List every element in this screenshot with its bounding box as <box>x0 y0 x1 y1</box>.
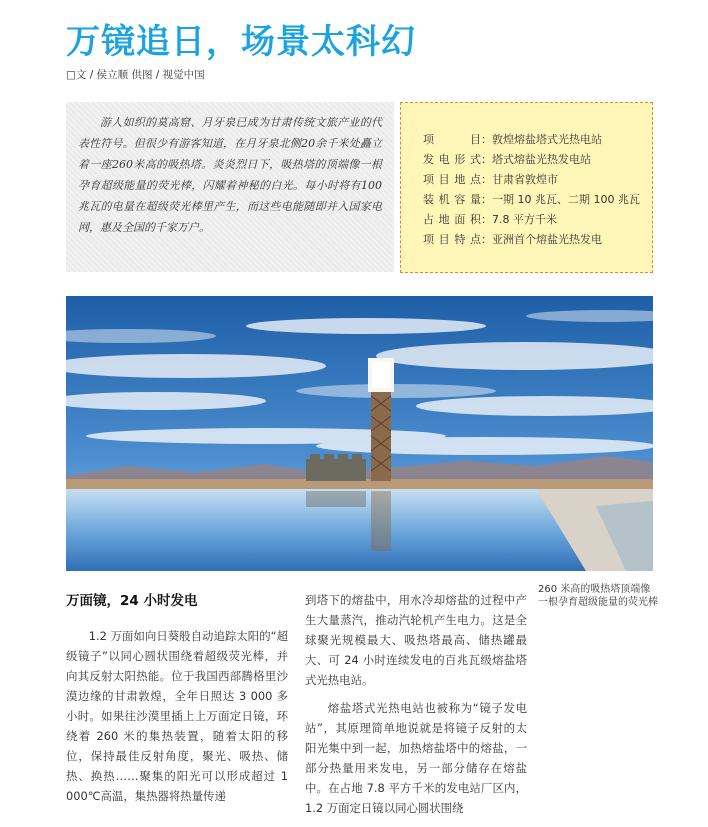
info-label: 项目 <box>423 133 481 146</box>
body-paragraph: 熔盐塔式光热电站也被称为“镜子发电站”，其原理简单地说就是将镜子反射的太阳光集中到一起，加热熔盐塔中的熔盐，一部分热量用来发电，另一部分储存在熔盐中。在占地 7.8 平方千米的发电站厂区内，1.2 万面定日镜以同心圆状围绕 <box>305 701 527 815</box>
section-heading: 万面镜，24 小时发电 <box>66 593 198 609</box>
info-value: 亚洲首个熔盐光热发电 <box>492 233 602 246</box>
info-row-capacity: 装机容量：一期 10 兆瓦、二期 100 兆瓦 <box>423 190 652 210</box>
info-value: 一期 10 兆瓦、二期 100 兆瓦 <box>492 193 640 206</box>
info-value: 敦煌熔盐塔式光热电站 <box>492 133 602 146</box>
info-row-area: 占地面积：7.8 平方千米 <box>423 210 652 230</box>
info-row-location: 项目地点：甘肃省敦煌市 <box>423 170 652 190</box>
solar-tower-photo <box>66 296 653 571</box>
body-column-right <box>305 590 527 818</box>
info-label: 装机容量 <box>423 193 481 206</box>
info-label: 项目地点 <box>423 173 481 186</box>
photo-caption: 260 米高的吸热塔顶端像一根孕育超级能量的荧光棒 <box>538 584 658 608</box>
info-row-generation-type: 发电形式：塔式熔盐光热发电站 <box>423 150 652 170</box>
byline: □文 / 侯立顺 供图 / 视觉中国 <box>66 69 205 81</box>
body-paragraph: 1.2 万面如向日葵般自动追踪太阳的“超级镜子”以同心圆状围绕着超级荧光棒，并向其反射太阳热能。位于我国西部腾格里沙漠边缘的甘肃敦煌，全年日照达 3 000 多小时。如果往沙漠里插上上万面定日镜，环绕着 260 米的集热装置，随着太阳的移位，保持最佳反射角度，聚光、吸热、储热、换热……聚集的阳光可以形成超过 1 000℃高温，集热器将热量传递 <box>66 629 288 803</box>
info-value: 甘肃省敦煌市 <box>492 173 558 186</box>
body-paragraph-continued: 到塔下的熔盐中，用水冷却熔盐的过程中产生大量蒸汽，推动汽轮机产生电力。这是全球聚光规模最大、吸热塔最高、储热罐最大、可 24 小时连续发电的百兆瓦级熔盐塔式光热电站。 <box>305 593 527 687</box>
article-title: 万镜追日，场景太科幻 <box>66 22 416 62</box>
body-column-left <box>66 590 288 806</box>
info-value: 塔式熔盐光热发电站 <box>492 153 591 166</box>
info-label: 占地面积 <box>423 213 481 226</box>
info-label: 项目特点 <box>423 233 481 246</box>
solar-tower-illustration <box>66 296 653 571</box>
info-value: 7.8 平方千米 <box>492 213 557 226</box>
info-label: 发电形式 <box>423 153 481 166</box>
intro-paragraph: 游人如织的莫高窟、月牙泉已成为甘肃传统文旅产业的代表性符号。但很少有游客知道，在月牙泉北侧20余千米处矗立着一座260米高的吸热塔。炎炎烈日下，吸热塔的顶端像一根孕育超级能量的荧光棒，闪耀着神秘的白光。每小时将有100兆瓦的电量在超级荧光棒里产生，而这些电能随即并入国家电网，惠及全国的千家万户。 <box>66 102 394 272</box>
info-row-features: 项目特点：亚洲首个熔盐光热发电 <box>423 230 652 250</box>
info-row-project: 项目：敦煌熔盐塔式光热电站 <box>423 130 652 150</box>
project-info-box <box>400 102 653 273</box>
